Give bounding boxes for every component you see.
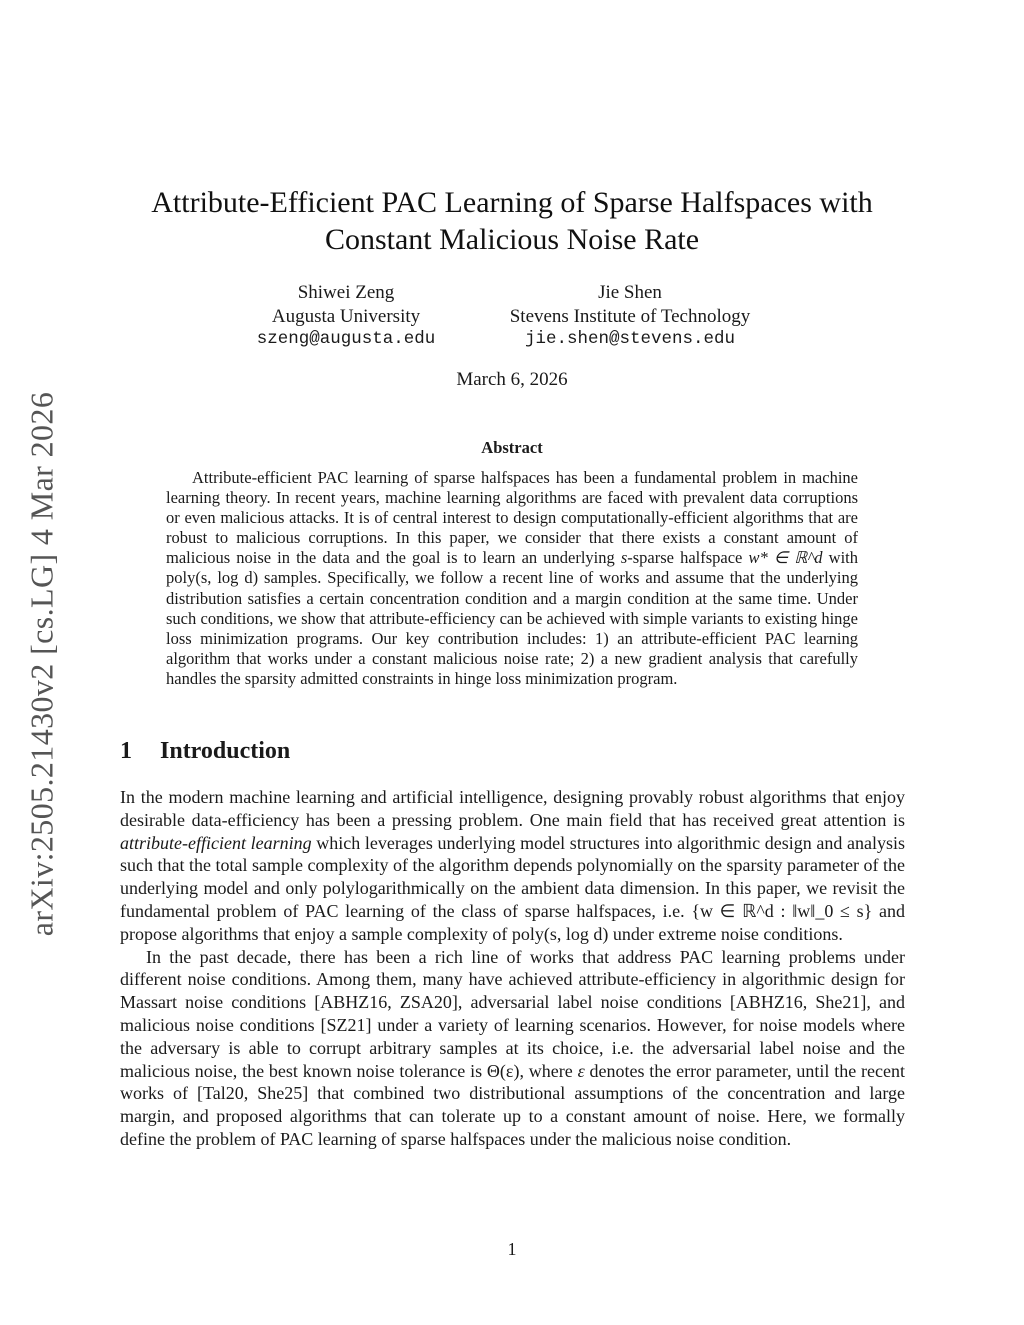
publication-date: March 6, 2026 <box>456 369 568 390</box>
section-title: Introduction <box>160 738 291 764</box>
paper-title <box>150 184 874 258</box>
author-name: Shiwei Zeng <box>297 282 395 303</box>
body-text: In the modern machine learning and artificial intelligence, designing provably robust algorithms that enjoy desirable data-efficiency has been a pressing problem. One main field that has received great attention is <box>120 787 905 830</box>
paragraph-1 <box>120 786 905 946</box>
abstract-text: with <box>822 548 858 568</box>
abstract-text: Attribute-efficient PAC learning of sparse halfspaces has been a fundamental problem in machine learning theory. In recent years, machine learning algorithms are faced with prevalent data corruptions or even malicious attacks. It is of central interest to design computationally-efficient algorithms that are robust to malicious corruptions. In this paper, we consider that there exists a constant amount of malicious noise in the data and the goal is to learn an underlying <box>166 468 858 568</box>
abstract-text: -sparse halfspace <box>627 548 749 568</box>
abstract-body <box>166 468 858 689</box>
abstract-heading: Abstract <box>481 438 543 457</box>
arxiv-identifier: arXiv:2505.21430v2 [cs.LG] 4 Mar 2026 <box>23 391 60 937</box>
body-text: under extreme noise conditions. <box>608 923 843 944</box>
math-epsilon: ε <box>577 1060 585 1081</box>
math-set: {w ∈ ℝ^d : ‖w‖_0 ≤ s} <box>691 900 873 921</box>
body-text: In the past decade, there has been a rich line of works that address PAC learning problems under different noise conditions. Among them, many have achieved attribute-efficiency in algorithmic design for Massart noise conditions [ABHZ16, ZSA20], adversarial label noise conditions [ABHZ16, She21], and malicious noise conditions [SZ21] under a variety of learning scenarios. However, for noise models where the adversary is able to corrupt arbitrary samples at its choice, i.e. the adversarial label noise and the malicious noise, the best known noise tolerance is <box>120 946 905 1081</box>
body-text: and propose algorithms that enjoy a sample complexity of <box>120 900 905 944</box>
math-poly: poly(s, log d) <box>166 568 259 588</box>
math-s: s <box>620 548 628 568</box>
author-affiliation: Stevens Institute of Technology <box>509 305 751 327</box>
arxiv-sidebar <box>22 378 62 950</box>
page-number: 1 <box>507 1239 517 1259</box>
title-line-2: Constant Malicious Noise Rate <box>324 223 700 256</box>
section-heading <box>120 738 290 765</box>
abstract-text: samples. Specifically, we follow a recent line of works and assume that the underlying distribution satisfies a certain concentration condition and a margin condition at the same time. Under such conditions, we show that attribute-efficiency can be achieved with simple variants to existing hinge loss minimization programs. Our key contribution includes: 1) an attribute-efficient PAC learning algorithm that works under a constant malicious noise rate; 2) a new gradient analysis that carefully handles the sparsity admitted constraints in hinge loss minimization program. <box>166 568 858 688</box>
introduction-body <box>120 786 905 1151</box>
author-name: Jie Shen <box>598 282 662 303</box>
author-block-2 <box>470 281 790 352</box>
author-email: szeng@augusta.edu <box>256 329 436 349</box>
math-poly: poly(s, log d) <box>511 923 609 944</box>
author-email: jie.shen@stevens.edu <box>524 329 736 349</box>
body-text: which leverages underlying model structures into algorithmic design and analysis such that the total sample complexity of the algorithm depends polynomially on the sparsity parameter of the underlying model and only polylogarithmically on the ambient data dimension. In this paper, we revisit the fundamental problem of PAC learning of the class of sparse halfspaces, i.e. <box>120 832 906 921</box>
body-text: , where <box>519 1060 578 1081</box>
abstract-paragraph <box>166 468 858 689</box>
author-affiliation: Augusta University <box>271 305 421 327</box>
title-line-1: Attribute-Efficient PAC Learning of Sparse Halfspaces with <box>151 186 873 219</box>
emphasis-text: attribute-efficient learning <box>120 832 312 853</box>
body-text: denotes the error parameter, until the recent works of [Tal20, She25] that combined two distributional assumptions of the concentration and large margin, and proposed algorithms that can tolerate up to a constant amount of noise. Here, we formally define the problem of PAC learning of sparse halfspaces under the malicious noise condition. <box>120 1060 905 1149</box>
author-block-1 <box>226 281 466 352</box>
paragraph-2 <box>120 946 905 1151</box>
math-w-star: w* ∈ ℝ^d <box>748 548 823 568</box>
math-theta: Θ(ε) <box>486 1060 520 1081</box>
section-number: 1 <box>120 738 132 764</box>
